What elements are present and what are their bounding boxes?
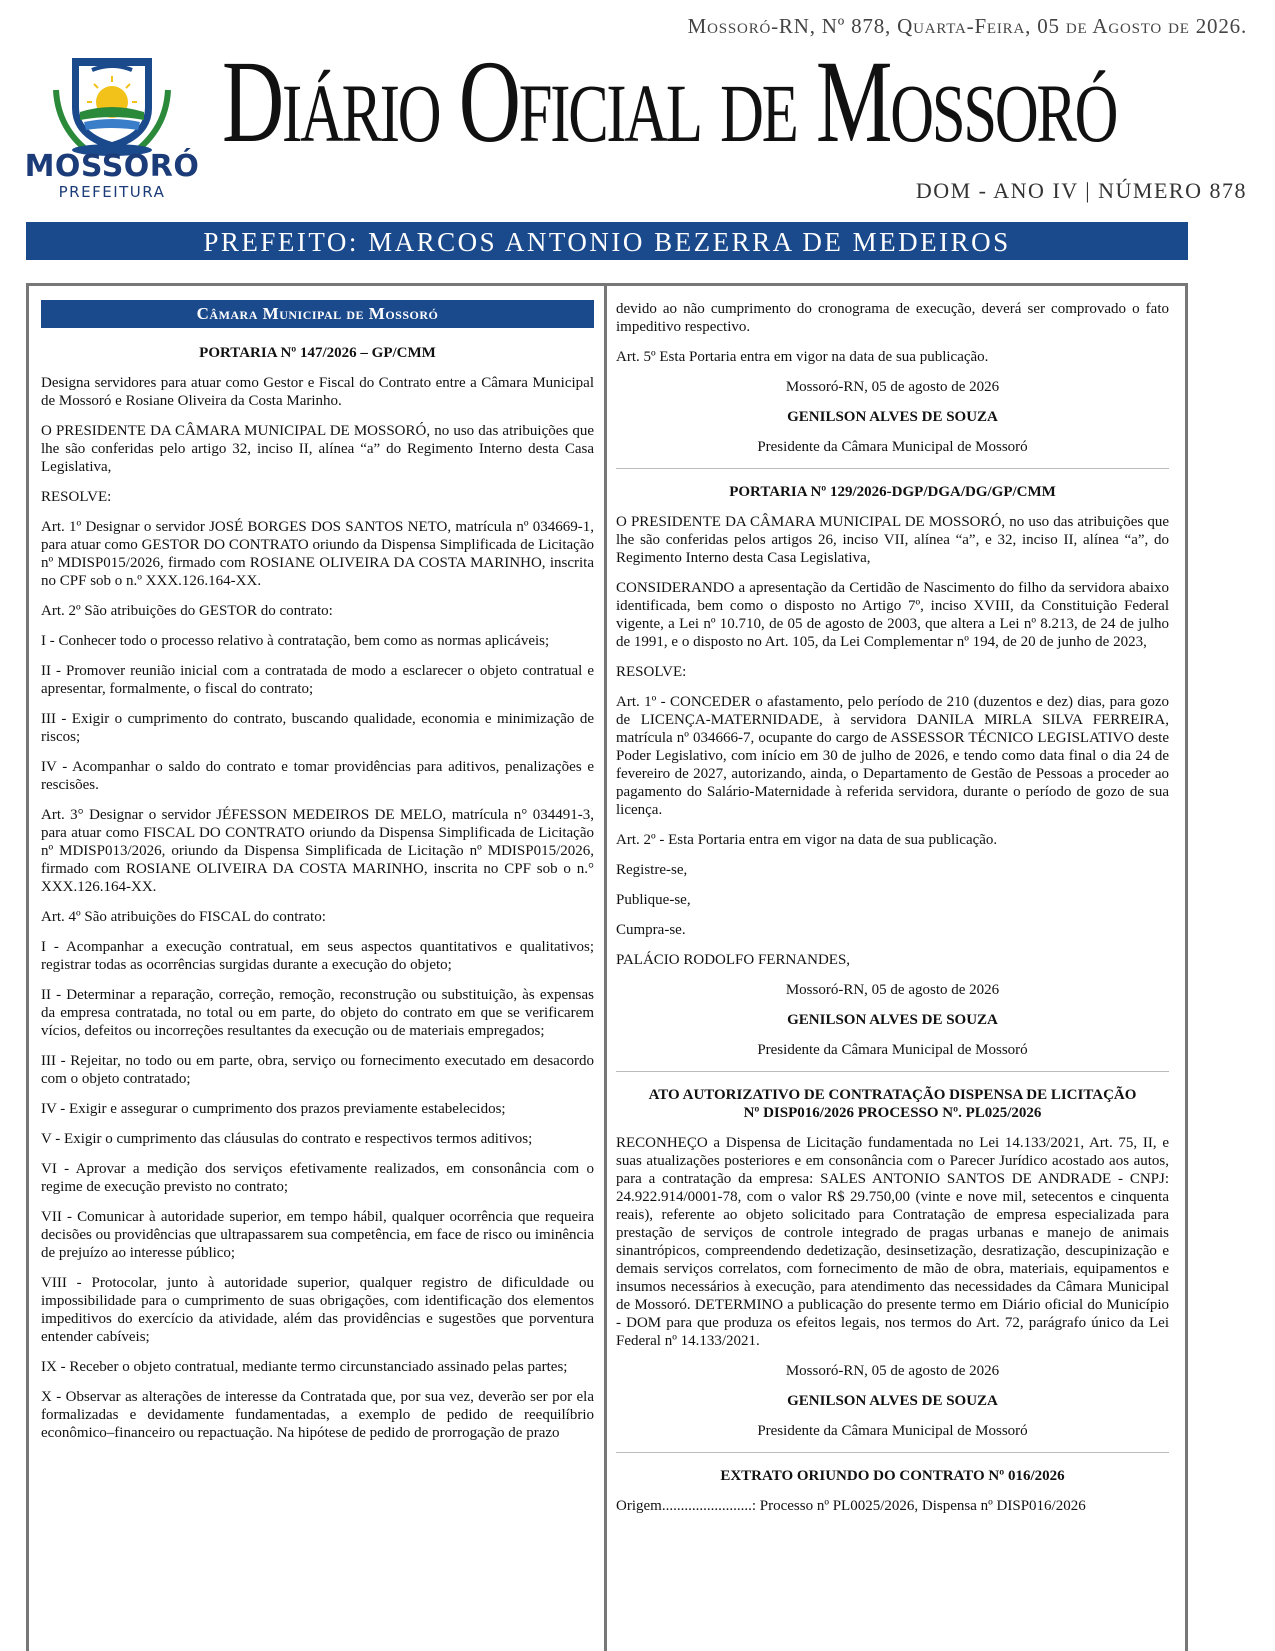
paragraph: VI - Aprovar a medição dos serviços efetivamente realizados, em consonância com o regime de execução previsto no contrato; bbox=[41, 1161, 594, 1195]
signature-role: Presidente da Câmara Municipal de Mossoró bbox=[757, 1423, 1028, 1439]
logo-subtitle: PREFEITURA bbox=[58, 183, 166, 201]
paragraph: Publique-se, bbox=[616, 892, 691, 908]
signature-name: GENILSON ALVES DE SOUZA bbox=[787, 1012, 998, 1028]
document-title: PORTARIA Nº 147/2026 – GP/CMM bbox=[199, 345, 436, 361]
left-body bbox=[41, 374, 594, 1442]
divider bbox=[616, 468, 1169, 469]
paragraph: O PRESIDENTE DA CÂMARA MUNICIPAL DE MOSSORÓ, no uso das atribuições que lhe são conferidas pelo artigo 32, inciso II, alínea “a” do Regimento Interno desta Casa Legislativa, bbox=[41, 423, 594, 475]
document-title: EXTRATO ORIUNDO DO CONTRATO Nº 016/2026 bbox=[720, 1468, 1065, 1484]
right-column bbox=[616, 300, 1169, 1527]
paragraph: II - Determinar a reparação, correção, remoção, reconstrução ou substituição, às expensas da empresa contratada, no total ou em parte, do objeto do contrato em que se verificarem vícios, defeitos ou incorreções resultantes da execução ou de materiais empregados; bbox=[41, 987, 594, 1039]
divider bbox=[616, 1071, 1169, 1072]
paragraph: Designa servidores para atuar como Gestor e Fiscal do Contrato entre a Câmara Municipal de Mossoró e Rosiane Oliveira da Costa Marinho. bbox=[41, 375, 594, 409]
paragraph: III - Rejeitar, no todo ou em parte, obra, serviço ou fornecimento executado em desacordo com o objeto contratado; bbox=[41, 1053, 594, 1087]
paragraph: IV - Acompanhar o saldo do contrato e tomar providências para aditivos, penalizações e rescisões. bbox=[41, 759, 594, 793]
frame-right-rule bbox=[1185, 283, 1188, 1651]
mayor-banner: PREFEITO: MARCOS ANTONIO BEZERRA DE MEDEIROS bbox=[26, 222, 1188, 260]
paragraph: CONSIDERANDO a apresentação da Certidão de Nascimento do filho da servidora abaixo identificada, bem como o disposto no Artigo 7º, inciso XVIII, da Constituição Federal vigente, a Lei nº 10.710, de 05 de agosto de 2003, que altera a Lei nº 8.213, de 24 de julho de 1991, e o disposto no Art. 105, da Lei Complementar nº 194, de 20 de junho de 2023, bbox=[616, 580, 1169, 650]
paragraph: IV - Exigir e assegurar o cumprimento dos prazos previamente estabelecidos; bbox=[41, 1101, 506, 1117]
paragraph: Art. 5º Esta Portaria entra em vigor na data de sua publicação. bbox=[616, 349, 989, 365]
paragraph: PALÁCIO RODOLFO FERNANDES, bbox=[616, 952, 851, 968]
paragraph: II - Promover reunião inicial com a contratada de modo a esclarecer o objeto contratual e apresentar, formalmente, o fiscal do contrato; bbox=[41, 663, 594, 697]
signature-name: GENILSON ALVES DE SOUZA bbox=[787, 1393, 998, 1409]
paragraph: RESOLVE: bbox=[41, 489, 112, 505]
document-title: ATO AUTORIZATIVO DE CONTRATAÇÃO DISPENSA DE LICITAÇÃO bbox=[648, 1087, 1137, 1103]
paragraph: RECONHEÇO a Dispensa de Licitação fundamentada no Lei 14.133/2021, Art. 75, II, e suas atualizações posteriores e em consonância com o Parecer Jurídico acostado aos autos, para a contratação da empresa: SALES ANTONIO SANTOS DE ANDRADE - CNPJ: 24.922.914/0001-78, com o valor R$ 29.750,00 (vinte e nove mil, setecentos e cinquenta reais), referente ao objeto solicitado para Contratação de empresa especializada para prestação de serviços de controle integrado de pragas urbanas e manejo de animais sinantrópicos, compreendendo dedetização, desinsetização, desratização, descupinização e demais serviços correlatos, com fornecimento de mão de obra, materiais, equipamentos e insumos necessários à execução, para atendimento das necessidades da Câmara Municipal de Mossoró. DETERMINO a publicação do presente termo em Diário oficial do Município - DOM para que produza os efeitos legais, nos termos do Art. 72, parágrafo único da Lei Federal nº 14.133/2021. bbox=[616, 1135, 1169, 1349]
document-title: PORTARIA Nº 129/2026-DGP/DGA/DG/GP/CMM bbox=[729, 484, 1056, 500]
signature-role: Presidente da Câmara Municipal de Mossoró bbox=[757, 1042, 1028, 1058]
paragraph: Cumpra-se. bbox=[616, 922, 686, 938]
signature-role: Presidente da Câmara Municipal de Mossoró bbox=[757, 439, 1028, 455]
dateline: Mossoró-RN, Nº 878, Quarta-Feira, 05 de Agosto de 2026. bbox=[687, 14, 1247, 38]
section-header: Câmara Municipal de Mossoró bbox=[41, 300, 594, 328]
coat-of-arms-icon bbox=[52, 50, 172, 158]
signature-place-date: Mossoró-RN, 05 de agosto de 2026 bbox=[785, 1363, 1000, 1379]
paragraph: O PRESIDENTE DA CÂMARA MUNICIPAL DE MOSSORÓ, no uso das atribuições que lhe são conferidas pelos artigos 26, inciso VII, alínea “a”, e 32, inciso II, alínea “a”, do Regimento Interno desta Casa Legislativa, bbox=[616, 514, 1169, 566]
left-column bbox=[41, 300, 594, 1454]
paragraph: Art. 4º São atribuições do FISCAL do contrato: bbox=[41, 909, 326, 925]
paragraph: devido ao não cumprimento do cronograma de execução, deverá ser comprovado o fato impeditivo respectivo. bbox=[616, 301, 1169, 335]
paragraph: Registre-se, bbox=[616, 862, 688, 878]
signature-place-date: Mossoró-RN, 05 de agosto de 2026 bbox=[785, 379, 1000, 395]
frame-left-rule bbox=[26, 283, 29, 1651]
paragraph: I - Acompanhar a execução contratual, em seus aspectos quantitativos e qualitativos; registrar todas as ocorrências surgidas durante a execução do objeto; bbox=[41, 939, 594, 973]
document-subtitle: Nº DISP016/2026 PROCESSO Nº. PL025/2026 bbox=[743, 1105, 1042, 1121]
signature-block bbox=[616, 378, 1169, 456]
paragraph: RESOLVE: bbox=[616, 664, 687, 680]
frame-top-rule bbox=[26, 283, 1188, 286]
paragraph: I - Conhecer todo o processo relativo à contratação, bem como as normas aplicáveis; bbox=[41, 633, 550, 649]
city-logo bbox=[22, 50, 202, 200]
signature-block bbox=[616, 1362, 1169, 1440]
logo-name: MOSSORÓ bbox=[24, 149, 200, 184]
signature-place-date: Mossoró-RN, 05 de agosto de 2026 bbox=[785, 982, 1000, 998]
paragraph: III - Exigir o cumprimento do contrato, buscando qualidade, economia e minimização de riscos; bbox=[41, 711, 594, 745]
paragraph: Art. 1º - CONCEDER o afastamento, pelo período de 210 (duzentos e dez) dias, para gozo de LICENÇA-MATERNIDADE, à servidora DANILA MIRLA SILVA FERREIRA, matrícula nº 034666-7, ocupante do cargo de ASSESSOR TÉCNICO LEGISLATIVO deste Poder Legislativo, com início em 30 de julho de 2026, e tendo como data final o dia 24 de fevereiro de 2027, autorizando, ainda, o Departamento de Gestão de Pessoas a proceder ao pagamento do Salário-Maternidade à referida servidora, durante o período de gozo de sua licença. bbox=[616, 694, 1169, 818]
paragraph: V - Exigir o cumprimento das cláusulas do contrato e respectivos termos aditivos; bbox=[41, 1131, 533, 1147]
paragraph: VIII - Protocolar, junto à autoridade superior, qualquer registro de dificuldade ou impossibilidade para o cumprimento de suas obrigações, com identificação dos elementos impeditivos do exercício da atividade, além das providências e sugestões que porventura entender cabíveis; bbox=[41, 1275, 594, 1345]
paragraph: Art. 1º Designar o servidor JOSÉ BORGES DOS SANTOS NETO, matrícula nº 034669-1, para atuar como GESTOR DO CONTRATO oriundo da Dispensa Simplificada de Licitação nº MDISP015/2026, firmado com ROSIANE OLIVEIRA DA COSTA MARINHO, inscrita no CPF sob o n.º XXX.126.164-XX. bbox=[41, 519, 594, 589]
issue-number: DOM - ANO IV | NÚMERO 878 bbox=[915, 178, 1247, 203]
signature-block bbox=[616, 981, 1169, 1059]
paragraph: Origem........................: Processo nº PL0025/2026, Dispensa nº DISP016/2026 bbox=[616, 1498, 1086, 1514]
paragraph: Art. 2º - Esta Portaria entra em vigor na data de sua publicação. bbox=[616, 832, 998, 848]
paragraph: VII - Comunicar à autoridade superior, em tempo hábil, qualquer ocorrência que requeira decisões ou providências que ultrapassarem sua competência, em face de risco ou iminência de prejuízo ao interesse público; bbox=[41, 1209, 594, 1261]
paragraph: IX - Receber o objeto contratual, mediante termo circunstanciado assinado pelas partes; bbox=[41, 1359, 568, 1375]
signature-name: GENILSON ALVES DE SOUZA bbox=[787, 409, 998, 425]
paragraph: Art. 3° Designar o servidor JÉFESSON MEDEIROS DE MELO, matrícula n° 034491-3, para atuar como FISCAL DO CONTRATO oriundo da Dispensa Simplificada de Licitação nº MDISP013/2026, oriundo da Dispensa Simplificada de Licitação nº MDISP015/2026, firmado com ROSIANE OLIVEIRA DA COSTA MARINHO, inscrita no CPF sob o n.° XXX.126.164-XX. bbox=[41, 807, 594, 895]
column-divider bbox=[604, 283, 607, 1651]
divider bbox=[616, 1452, 1169, 1453]
masthead-title: Diário Oficial de Mossoró bbox=[222, 36, 1117, 167]
paragraph: Art. 2º São atribuições do GESTOR do contrato: bbox=[41, 603, 333, 619]
paragraph: X - Observar as alterações de interesse da Contratada que, por sua vez, deverão ser por ela formalizadas e devidamente fundamentadas, a exemplo de pedido de reequilíbrio econômico–financeiro ou repactuação. Na hipótese de pedido de prorrogação de prazo bbox=[41, 1389, 594, 1441]
